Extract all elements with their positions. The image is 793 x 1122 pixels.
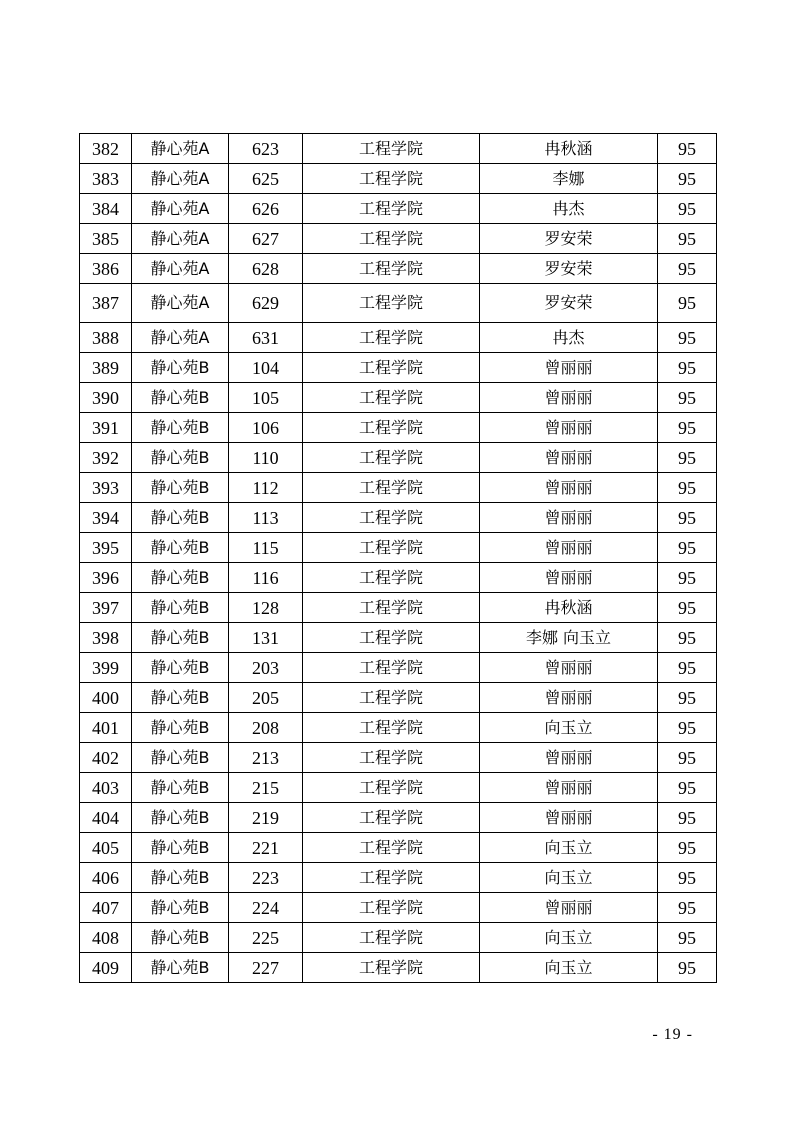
name-cell: 曾丽丽	[480, 773, 658, 803]
building-cell: 静心苑B	[132, 383, 229, 413]
name-cell: 罗安荣	[480, 284, 658, 323]
dormitory-score-table	[79, 133, 717, 983]
building-cell: 静心苑B	[132, 443, 229, 473]
score-cell: 95	[658, 473, 717, 503]
row-number-cell: 407	[80, 893, 132, 923]
name-cell: 向玉立	[480, 833, 658, 863]
row-number-cell: 394	[80, 503, 132, 533]
table-row	[80, 953, 717, 983]
score-cell: 95	[658, 803, 717, 833]
score-cell: 95	[658, 893, 717, 923]
college-cell: 工程学院	[303, 593, 480, 623]
name-cell: 向玉立	[480, 713, 658, 743]
table-row	[80, 194, 717, 224]
building-cell: 静心苑A	[132, 224, 229, 254]
score-cell: 95	[658, 323, 717, 353]
college-cell: 工程学院	[303, 923, 480, 953]
building-cell: 静心苑A	[132, 284, 229, 323]
table-row	[80, 863, 717, 893]
table-body	[80, 134, 717, 983]
building-cell: 静心苑B	[132, 563, 229, 593]
room-cell: 629	[229, 284, 303, 323]
dormitory-score-table-container	[79, 133, 716, 983]
name-cell: 曾丽丽	[480, 533, 658, 563]
room-cell: 224	[229, 893, 303, 923]
room-cell: 627	[229, 224, 303, 254]
building-cell: 静心苑B	[132, 353, 229, 383]
building-cell: 静心苑B	[132, 503, 229, 533]
row-number-cell: 405	[80, 833, 132, 863]
table-row	[80, 803, 717, 833]
table-row	[80, 533, 717, 563]
table-row	[80, 134, 717, 164]
college-cell: 工程学院	[303, 473, 480, 503]
name-cell: 向玉立	[480, 953, 658, 983]
building-cell: 静心苑B	[132, 833, 229, 863]
table-row	[80, 623, 717, 653]
room-cell: 208	[229, 713, 303, 743]
row-number-cell: 397	[80, 593, 132, 623]
name-cell: 曾丽丽	[480, 563, 658, 593]
building-cell: 静心苑B	[132, 923, 229, 953]
room-cell: 628	[229, 254, 303, 284]
college-cell: 工程学院	[303, 254, 480, 284]
room-cell: 105	[229, 383, 303, 413]
college-cell: 工程学院	[303, 863, 480, 893]
table-row	[80, 743, 717, 773]
table-row	[80, 713, 717, 743]
score-cell: 95	[658, 413, 717, 443]
name-cell: 曾丽丽	[480, 383, 658, 413]
table-row	[80, 353, 717, 383]
building-cell: 静心苑A	[132, 194, 229, 224]
row-number-cell: 388	[80, 323, 132, 353]
room-cell: 116	[229, 563, 303, 593]
name-cell: 曾丽丽	[480, 503, 658, 533]
row-number-cell: 389	[80, 353, 132, 383]
room-cell: 113	[229, 503, 303, 533]
name-cell: 向玉立	[480, 863, 658, 893]
name-cell: 曾丽丽	[480, 893, 658, 923]
row-number-cell: 395	[80, 533, 132, 563]
name-cell: 曾丽丽	[480, 683, 658, 713]
college-cell: 工程学院	[303, 413, 480, 443]
table-row	[80, 773, 717, 803]
row-number-cell: 393	[80, 473, 132, 503]
building-cell: 静心苑B	[132, 803, 229, 833]
name-cell: 曾丽丽	[480, 413, 658, 443]
score-cell: 95	[658, 224, 717, 254]
building-cell: 静心苑B	[132, 683, 229, 713]
row-number-cell: 401	[80, 713, 132, 743]
row-number-cell: 408	[80, 923, 132, 953]
college-cell: 工程学院	[303, 224, 480, 254]
row-number-cell: 384	[80, 194, 132, 224]
building-cell: 静心苑B	[132, 953, 229, 983]
building-cell: 静心苑A	[132, 134, 229, 164]
table-row	[80, 923, 717, 953]
college-cell: 工程学院	[303, 284, 480, 323]
row-number-cell: 400	[80, 683, 132, 713]
score-cell: 95	[658, 353, 717, 383]
building-cell: 静心苑B	[132, 533, 229, 563]
room-cell: 225	[229, 923, 303, 953]
row-number-cell: 387	[80, 284, 132, 323]
college-cell: 工程学院	[303, 563, 480, 593]
name-cell: 李娜 向玉立	[480, 623, 658, 653]
score-cell: 95	[658, 683, 717, 713]
table-row	[80, 593, 717, 623]
building-cell: 静心苑B	[132, 743, 229, 773]
room-cell: 227	[229, 953, 303, 983]
room-cell: 106	[229, 413, 303, 443]
score-cell: 95	[658, 164, 717, 194]
building-cell: 静心苑B	[132, 893, 229, 923]
table-row	[80, 683, 717, 713]
row-number-cell: 403	[80, 773, 132, 803]
table-row	[80, 323, 717, 353]
name-cell: 冉秋涵	[480, 593, 658, 623]
score-cell: 95	[658, 653, 717, 683]
row-number-cell: 383	[80, 164, 132, 194]
college-cell: 工程学院	[303, 713, 480, 743]
college-cell: 工程学院	[303, 443, 480, 473]
name-cell: 曾丽丽	[480, 443, 658, 473]
name-cell: 冉杰	[480, 323, 658, 353]
room-cell: 213	[229, 743, 303, 773]
name-cell: 罗安荣	[480, 254, 658, 284]
college-cell: 工程学院	[303, 743, 480, 773]
building-cell: 静心苑B	[132, 713, 229, 743]
college-cell: 工程学院	[303, 953, 480, 983]
name-cell: 冉秋涵	[480, 134, 658, 164]
college-cell: 工程学院	[303, 773, 480, 803]
score-cell: 95	[658, 863, 717, 893]
building-cell: 静心苑B	[132, 623, 229, 653]
score-cell: 95	[658, 533, 717, 563]
score-cell: 95	[658, 383, 717, 413]
score-cell: 95	[658, 713, 717, 743]
room-cell: 631	[229, 323, 303, 353]
row-number-cell: 404	[80, 803, 132, 833]
room-cell: 625	[229, 164, 303, 194]
college-cell: 工程学院	[303, 194, 480, 224]
room-cell: 223	[229, 863, 303, 893]
score-cell: 95	[658, 563, 717, 593]
row-number-cell: 396	[80, 563, 132, 593]
score-cell: 95	[658, 923, 717, 953]
row-number-cell: 391	[80, 413, 132, 443]
name-cell: 罗安荣	[480, 224, 658, 254]
table-row	[80, 473, 717, 503]
row-number-cell: 406	[80, 863, 132, 893]
building-cell: 静心苑A	[132, 164, 229, 194]
row-number-cell: 399	[80, 653, 132, 683]
score-cell: 95	[658, 254, 717, 284]
room-cell: 205	[229, 683, 303, 713]
college-cell: 工程学院	[303, 383, 480, 413]
building-cell: 静心苑B	[132, 653, 229, 683]
row-number-cell: 409	[80, 953, 132, 983]
name-cell: 曾丽丽	[480, 743, 658, 773]
row-number-cell: 402	[80, 743, 132, 773]
score-cell: 95	[658, 833, 717, 863]
table-row	[80, 413, 717, 443]
college-cell: 工程学院	[303, 134, 480, 164]
table-row	[80, 254, 717, 284]
page-number: - 19 -	[652, 1026, 693, 1043]
college-cell: 工程学院	[303, 893, 480, 923]
college-cell: 工程学院	[303, 803, 480, 833]
table-row	[80, 893, 717, 923]
name-cell: 曾丽丽	[480, 653, 658, 683]
building-cell: 静心苑B	[132, 473, 229, 503]
name-cell: 冉杰	[480, 194, 658, 224]
score-cell: 95	[658, 623, 717, 653]
table-row	[80, 284, 717, 323]
name-cell: 曾丽丽	[480, 353, 658, 383]
table-row	[80, 503, 717, 533]
score-cell: 95	[658, 743, 717, 773]
score-cell: 95	[658, 773, 717, 803]
name-cell: 曾丽丽	[480, 803, 658, 833]
table-row	[80, 443, 717, 473]
college-cell: 工程学院	[303, 653, 480, 683]
room-cell: 112	[229, 473, 303, 503]
building-cell: 静心苑A	[132, 323, 229, 353]
score-cell: 95	[658, 134, 717, 164]
room-cell: 131	[229, 623, 303, 653]
row-number-cell: 382	[80, 134, 132, 164]
room-cell: 203	[229, 653, 303, 683]
score-cell: 95	[658, 443, 717, 473]
college-cell: 工程学院	[303, 164, 480, 194]
college-cell: 工程学院	[303, 323, 480, 353]
building-cell: 静心苑B	[132, 593, 229, 623]
table-row	[80, 563, 717, 593]
college-cell: 工程学院	[303, 503, 480, 533]
row-number-cell: 390	[80, 383, 132, 413]
room-cell: 215	[229, 773, 303, 803]
score-cell: 95	[658, 503, 717, 533]
row-number-cell: 385	[80, 224, 132, 254]
room-cell: 219	[229, 803, 303, 833]
building-cell: 静心苑B	[132, 863, 229, 893]
room-cell: 115	[229, 533, 303, 563]
table-row	[80, 833, 717, 863]
row-number-cell: 392	[80, 443, 132, 473]
score-cell: 95	[658, 284, 717, 323]
name-cell: 曾丽丽	[480, 473, 658, 503]
building-cell: 静心苑B	[132, 413, 229, 443]
row-number-cell: 398	[80, 623, 132, 653]
score-cell: 95	[658, 953, 717, 983]
college-cell: 工程学院	[303, 683, 480, 713]
score-cell: 95	[658, 194, 717, 224]
college-cell: 工程学院	[303, 353, 480, 383]
building-cell: 静心苑A	[132, 254, 229, 284]
room-cell: 104	[229, 353, 303, 383]
room-cell: 128	[229, 593, 303, 623]
table-row	[80, 224, 717, 254]
row-number-cell: 386	[80, 254, 132, 284]
room-cell: 626	[229, 194, 303, 224]
table-row	[80, 383, 717, 413]
table-row	[80, 164, 717, 194]
name-cell: 向玉立	[480, 923, 658, 953]
building-cell: 静心苑B	[132, 773, 229, 803]
college-cell: 工程学院	[303, 623, 480, 653]
score-cell: 95	[658, 593, 717, 623]
college-cell: 工程学院	[303, 533, 480, 563]
room-cell: 110	[229, 443, 303, 473]
table-row	[80, 653, 717, 683]
college-cell: 工程学院	[303, 833, 480, 863]
room-cell: 623	[229, 134, 303, 164]
room-cell: 221	[229, 833, 303, 863]
name-cell: 李娜	[480, 164, 658, 194]
